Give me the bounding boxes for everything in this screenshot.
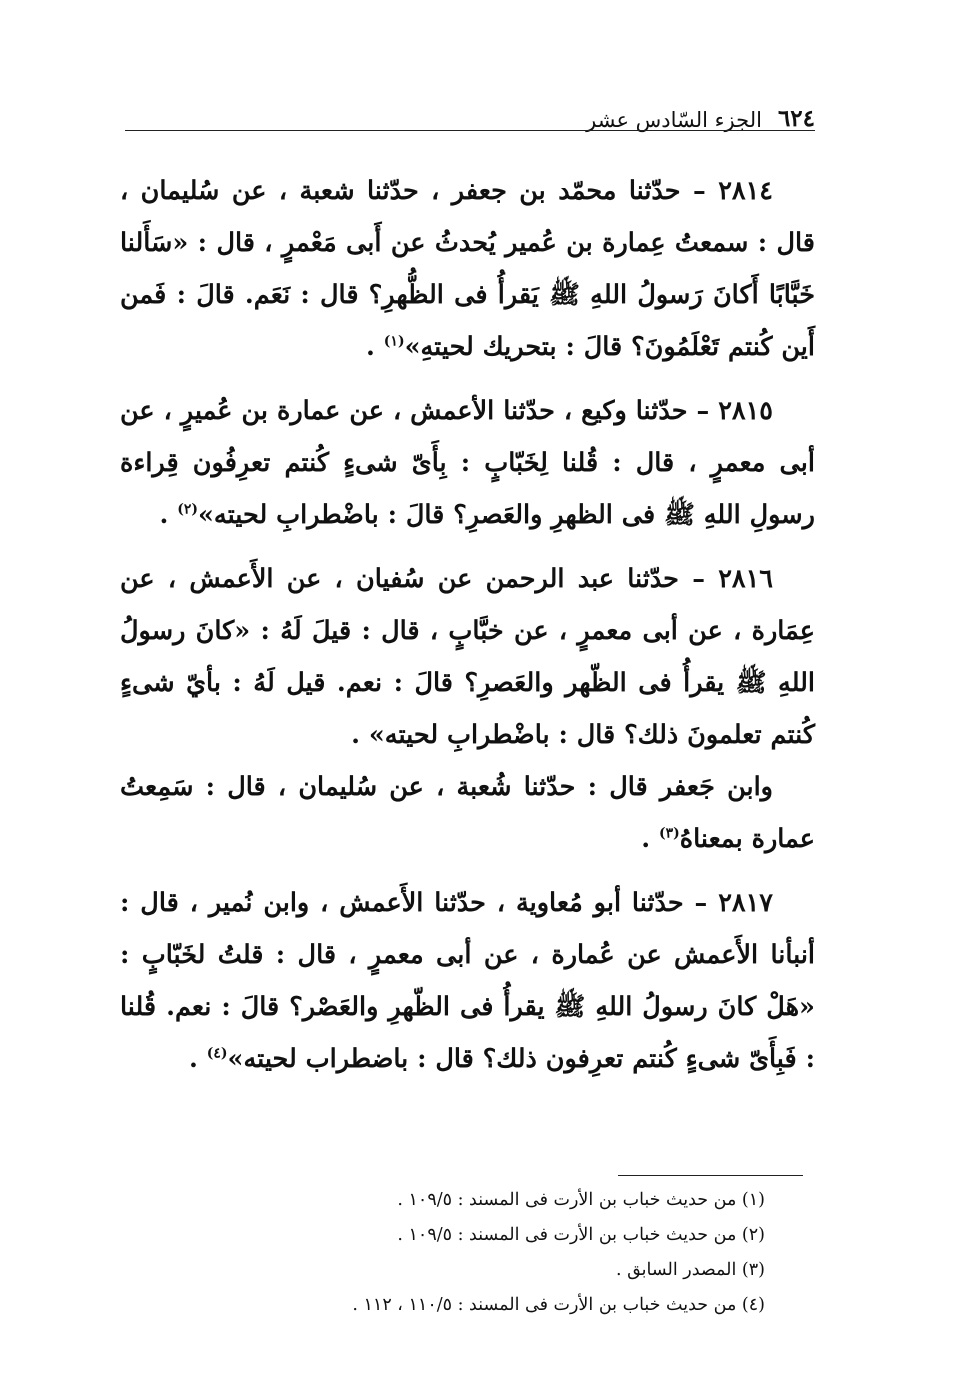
footnote-3: (٣) المصدر السابق .: [615, 1260, 765, 1280]
hadith-text: – حدّثنا أبو مُعاوية ، حدّثنا الأَعمش ، وابن نُمير ، قال : أنبأنا الأَعمش عن عُمارة ، عن أبى معمرٍ ، قال : قلتُ لخَبّابٍ : «هَلْ كانَ رسولُ اللهِ ﷺ يقرأُ فى الظّهرِ والعَصْر؟ قالَ : نعم. قُلنا : فَبِأَىّ شىءٍ كُنتم تعرِفون ذلك؟ قال : باضطراب لحيته»: [120, 888, 815, 1074]
hadith-text: – حدّثنا عبد الرحمن عن سُفيان ، عن الأَعمش ، عن عِمَارة ، عن أبى معمرٍ ، عن خبَّابٍ ، قال : قيلَ لَهُ : «كانَ رسولُ اللهِ ﷺ يقرأُ فى الظّهر والعَصرِ؟ قالَ : نعم. قيل لَهُ : بأيّ شىءٍ كُنتم تعلمونَ ذلك؟ قال : باضْطرابِ لحيته» .: [120, 564, 815, 750]
hadith-2816-chain: [120, 761, 815, 865]
hadith-tail: .: [188, 1044, 207, 1074]
footnote-1: (١) من حديث خباب بن الأرت فى المسند : ١٠٩/٥ .: [397, 1190, 765, 1210]
hadith-number: ٢٨١٤: [718, 176, 773, 206]
hadith-2814: [120, 165, 815, 373]
hadith-text: – حدّثنا وكيع ، حدّثنا الأعمش ، عن عمارة بن عُميرٍ ، عن أبى معمرٍ ، قال : قُلنا لِخَبّابٍ : بِأَىّ شىءٍ كُنتم تعرِفُون قِراءة رسولِ اللهِ ﷺ فى الظهرِ والعَصرِ؟ قالَ : باضْطرابِ لحيته»: [120, 396, 815, 530]
hadith-number: ٢٨١٧: [718, 888, 773, 918]
hadith-2817: [120, 877, 815, 1085]
footnote-ref: (٢): [177, 501, 198, 518]
footnote-ref: (٤): [206, 1045, 228, 1062]
footnotes: [200, 1183, 765, 1323]
footnote-2: (٢) من حديث خباب بن الأرت فى المسند : ١٠٩/٥ .: [397, 1225, 765, 1245]
hadith-text: وابن جَعفر قال : حدّثنا شُعبة ، عن سُليمان ، قال : سَمِعتُ عمارة بمعناهُ: [120, 772, 815, 854]
hadith-number: ٢٨١٥: [718, 396, 773, 426]
footnote-4: (٤) من حديث خباب بن الأرت فى المسند : ١١٠/٥ ، ١١٢ .: [352, 1295, 765, 1315]
hadith-text: – حدّثنا محمّد بن جعفر ، حدّثنا شعبة ، عن سُليمان ، قال : سمعتُ عِمارة بن عُمير يُحدثُ عن أَبى مَعْمرٍ ، قال : «سَأَلنا خَبَّابًا أَكانَ رَسولُ اللهِ ﷺ يَقرأُ فى الظُّهرِ؟ قال : نَعَم. قالَ : فَمن أَين كُنتم تَعْلَمُونَ؟ قالَ : بتحريك لحيتهِ»: [120, 176, 815, 362]
page-number: ٦٢٤: [777, 105, 815, 132]
hadith-2815: [120, 385, 815, 541]
footnote-ref: (٣): [658, 825, 680, 842]
running-header: [125, 92, 815, 132]
footnote-divider: [618, 1175, 803, 1176]
main-text: [120, 165, 815, 1085]
part-title: الجزء السّادس عشر: [586, 108, 762, 132]
hadith-tail: .: [159, 500, 178, 530]
header-divider: [125, 130, 815, 131]
hadith-tail: .: [641, 824, 659, 854]
hadith-2816: [120, 553, 815, 761]
footnote-ref: (١): [383, 333, 405, 350]
hadith-number: ٢٨١٦: [718, 564, 773, 594]
hadith-tail: .: [366, 332, 384, 362]
